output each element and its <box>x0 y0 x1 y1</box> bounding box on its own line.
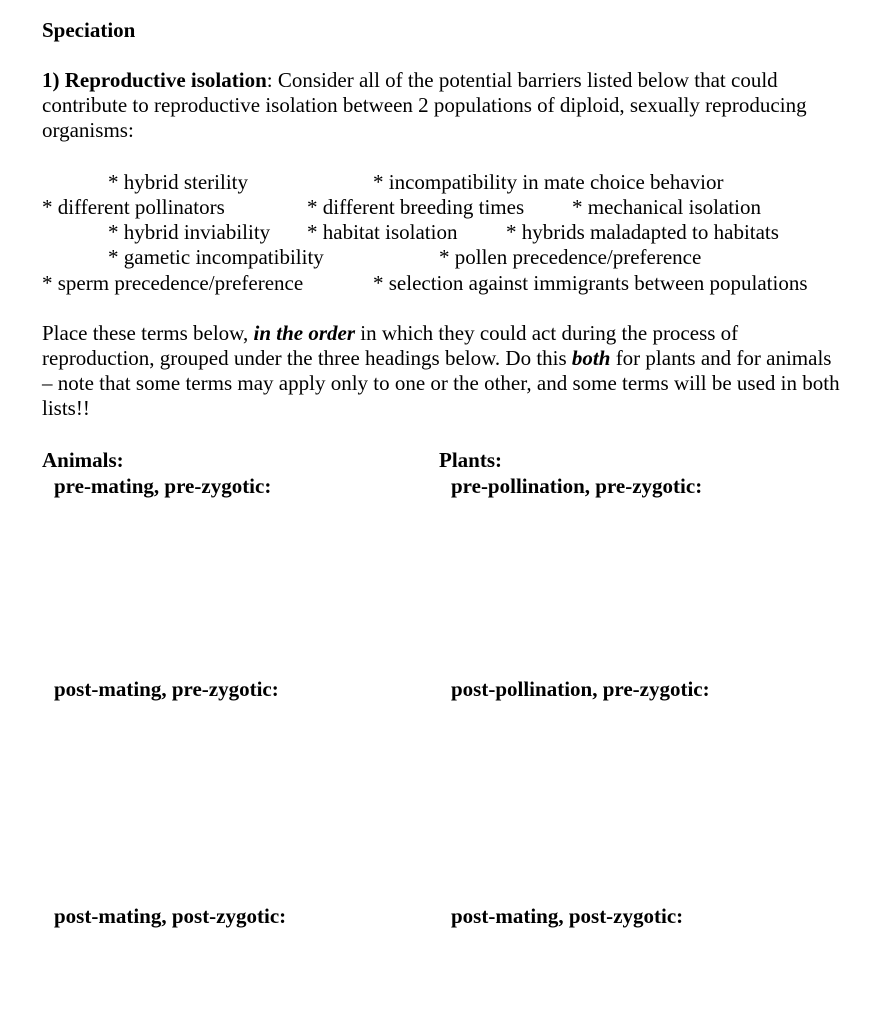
instructions-text: in which they could act during the process of reproduction, grouped under the three headings below. Do this <box>42 321 739 370</box>
instructions-text: for plants and for animals – note that some terms may apply only to one or the other, and some terms will be used in both lists!! <box>42 346 840 420</box>
barrier-item: * hybrids maladapted to habitats <box>506 220 779 244</box>
question-paragraph <box>42 68 842 143</box>
animals-section-heading: post-mating, pre-zygotic: <box>54 677 279 701</box>
barrier-item: * gametic incompatibility <box>108 245 324 269</box>
barrier-item: * selection against immigrants between populations <box>373 271 808 295</box>
barrier-item: * sperm precedence/preference <box>42 271 304 295</box>
barrier-item: * pollen precedence/preference <box>439 245 702 269</box>
barrier-item: * hybrid inviability <box>108 220 271 244</box>
instructions-text: Place these terms below, <box>42 321 254 345</box>
instructions-emphasis: both <box>571 346 611 370</box>
barrier-item: * different pollinators <box>42 195 225 219</box>
animals-section-heading: post-mating, post-zygotic: <box>54 904 287 928</box>
page-title: Speciation <box>42 18 136 42</box>
instructions-emphasis: in the order <box>253 321 356 345</box>
plants-section-heading: post-pollination, pre-zygotic: <box>451 677 710 701</box>
animals-section-heading: pre-mating, pre-zygotic: <box>54 474 272 498</box>
plants-section-heading: pre-pollination, pre-zygotic: <box>451 474 703 498</box>
question-label: 1) Reproductive isolation <box>42 68 267 92</box>
question-text: : Consider all of the potential barriers listed below that could contribute to reproductive isolation between 2 populations of diploid, sexually reproducing organisms: <box>42 68 807 142</box>
plants-section-heading: post-mating, post-zygotic: <box>451 904 684 928</box>
plants-heading: Plants: <box>439 448 502 472</box>
barrier-item: * hybrid sterility <box>108 170 248 194</box>
animals-heading: Animals: <box>42 448 124 472</box>
barrier-item: * incompatibility in mate choice behavior <box>373 170 724 194</box>
barrier-item: * mechanical isolation <box>572 195 761 219</box>
barrier-item: * different breeding times <box>307 195 525 219</box>
barrier-item: * habitat isolation <box>307 220 458 244</box>
instructions-paragraph <box>42 321 842 421</box>
